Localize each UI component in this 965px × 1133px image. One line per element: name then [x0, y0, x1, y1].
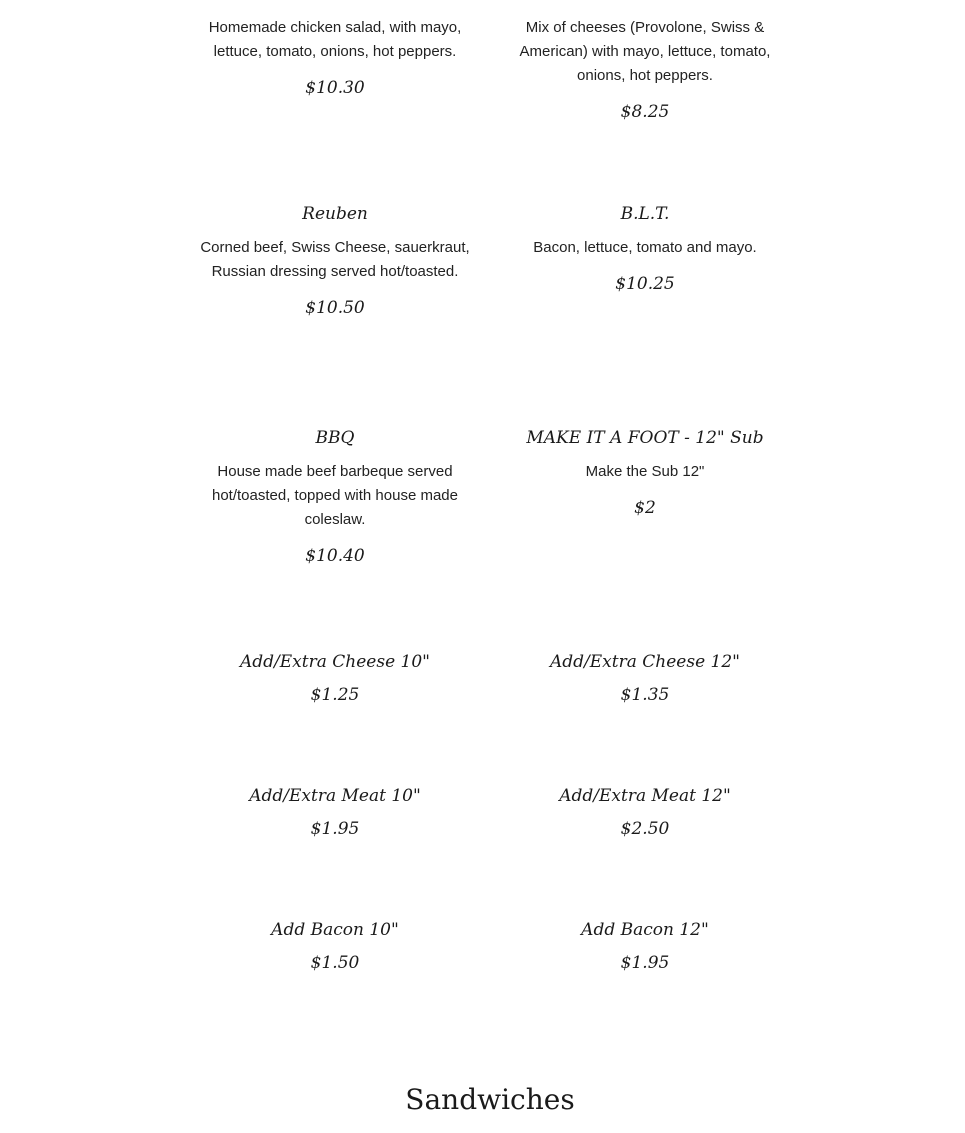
item-price: $2 — [634, 498, 656, 518]
menu-item-blt — [505, 203, 785, 295]
menu-item-make-it-a-foot — [505, 427, 785, 519]
menu-item-extra-cheese-10 — [195, 651, 475, 706]
item-price: $10.40 — [305, 546, 365, 566]
item-description: Homemade chicken salad, with mayo, lettuce, tomato, onions, hot peppers. — [208, 19, 462, 60]
menu-item-chicken-salad — [195, 16, 475, 99]
item-name: Add Bacon 12" — [581, 920, 709, 940]
item-name: Add/Extra Meat 12" — [559, 786, 731, 806]
item-name: Add/Extra Cheese 12" — [550, 652, 740, 672]
item-name: Reuben — [302, 204, 368, 224]
item-price: $1.50 — [310, 953, 360, 973]
item-description: Bacon, lettuce, tomato and mayo. — [533, 239, 757, 256]
item-price: $1.95 — [620, 953, 670, 973]
item-description: Make the Sub 12" — [585, 463, 705, 480]
item-description: Mix of cheeses (Provolone, Swiss & American) with mayo, lettuce, tomato, onions, hot peppers. — [519, 19, 771, 84]
section-title-sandwiches: Sandwiches — [405, 1083, 575, 1116]
item-price: $1.95 — [310, 819, 360, 839]
item-description: House made beef barbeque served hot/toasted, topped with house made coleslaw. — [211, 463, 458, 528]
item-name: BBQ — [315, 428, 355, 448]
item-description: Corned beef, Swiss Cheese, sauerkraut, Russian dressing served hot/toasted. — [200, 239, 470, 280]
item-name: Add Bacon 10" — [271, 920, 399, 940]
menu-item-reuben — [195, 203, 475, 319]
menu-item-bbq — [195, 427, 475, 567]
item-price: $10.50 — [305, 298, 365, 318]
item-name: Add/Extra Meat 10" — [249, 786, 421, 806]
item-name: MAKE IT A FOOT - 12" Sub — [526, 428, 764, 448]
item-name: Add/Extra Cheese 10" — [240, 652, 430, 672]
item-price: $1.25 — [310, 685, 360, 705]
menu-item-bacon-12 — [505, 919, 785, 974]
menu-item-extra-meat-10 — [195, 785, 475, 840]
item-price: $8.25 — [620, 102, 670, 122]
menu-item-extra-meat-12 — [505, 785, 785, 840]
item-price: $1.35 — [620, 685, 670, 705]
item-price: $10.25 — [615, 274, 675, 294]
item-price: $2.50 — [620, 819, 670, 839]
menu-item-bacon-10 — [195, 919, 475, 974]
item-name: B.L.T. — [620, 204, 670, 224]
menu-item-extra-cheese-12 — [505, 651, 785, 706]
menu-item-cheese-sub — [505, 16, 785, 123]
item-price: $10.30 — [305, 78, 365, 98]
